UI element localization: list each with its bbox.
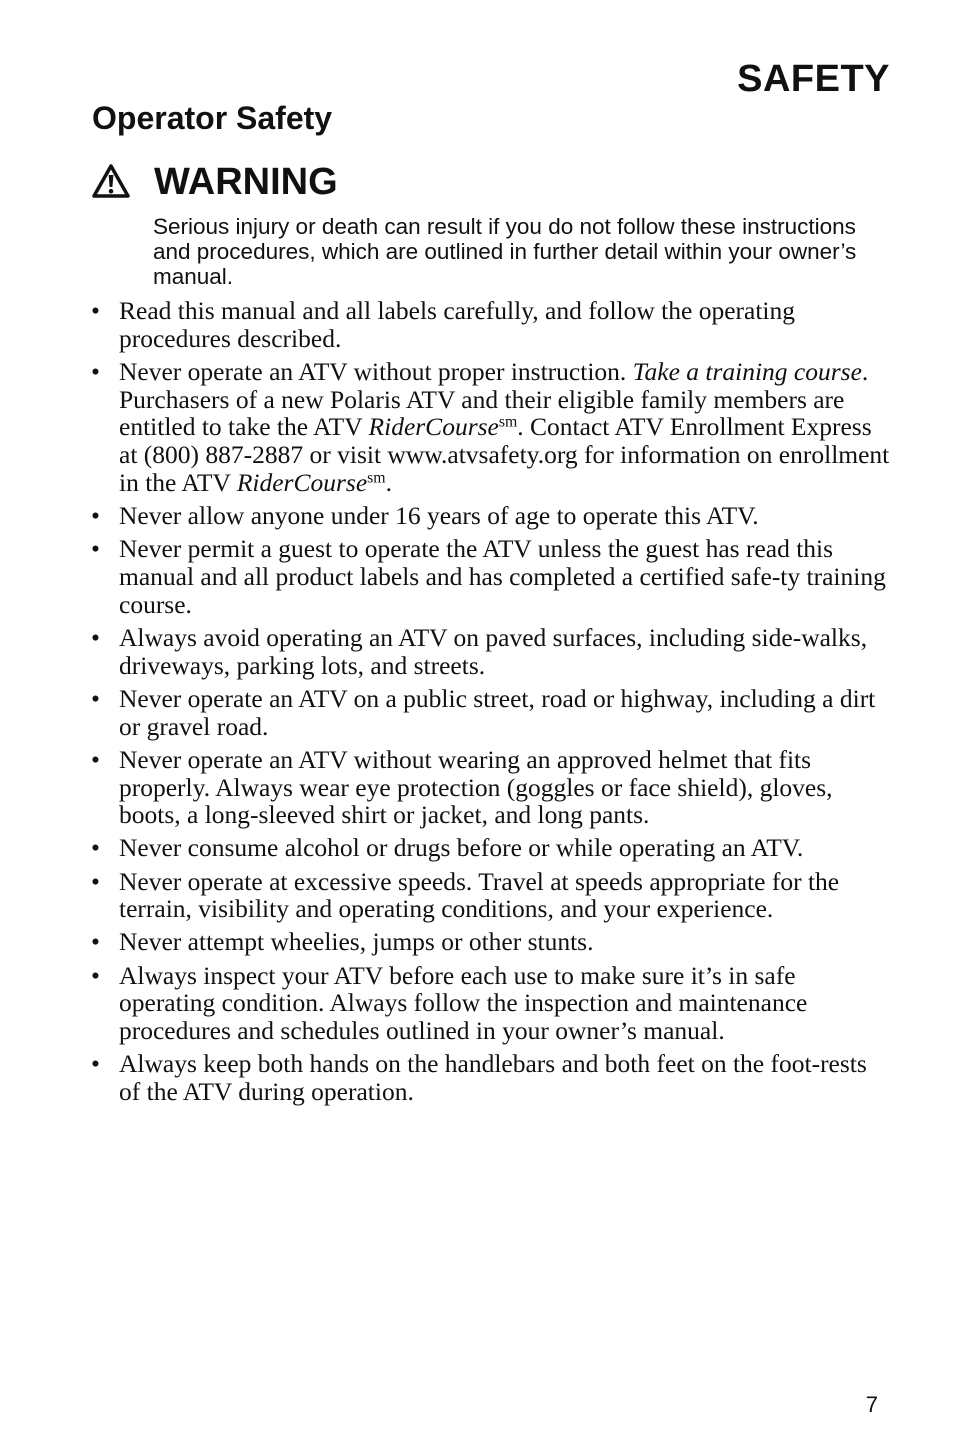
section-header: SAFETY <box>737 58 890 100</box>
service-mark: sm <box>367 469 386 487</box>
list-item: • Never operate an ATV without wearing an approved helmet that fits properly. Always wear eye protection (goggles or face shield), gloves, boots, a long-sleeved shirt or jacket, and long pants. <box>91 744 833 830</box>
list-item: • Always keep both hands on the handlebars and both feet on the foot-rests of the ATV during operation. <box>91 1049 867 1106</box>
list-item: • Never consume alcohol or drugs before or while operating an ATV. <box>91 833 804 863</box>
list-item: • Always inspect your ATV before each use to make sure it’s in safe operating condition. Always follow the inspection and maintenance procedures and schedules outlined in your owner’s manual. <box>91 960 808 1046</box>
bullet-icon: • <box>91 927 100 957</box>
bullet-icon: • <box>91 960 100 990</box>
list-item: • Never attempt wheelies, jumps or other stunts. <box>91 927 594 957</box>
warning-text: Serious injury or death can result if you do not follow these instructions and procedures, which are outlined in further detail within your owner’s manual. <box>153 214 857 289</box>
warning-triangle-icon <box>92 162 154 203</box>
list-item: • Always avoid operating an ATV on paved surfaces, including side-walks, driveways, parking lots, and streets. <box>91 622 868 680</box>
bullet-icon: • <box>91 866 100 896</box>
ridercourse-name: RiderCourse <box>236 468 368 498</box>
bullet-icon: • <box>91 296 100 325</box>
bullet-icon: • <box>91 683 100 713</box>
list-item: • Never allow anyone under 16 years of age to operate this ATV. <box>91 501 759 531</box>
bullet-icon: • <box>91 833 100 863</box>
bullet-icon: • <box>91 534 100 564</box>
bullet-icon: • <box>91 501 100 531</box>
bullet-icon: • <box>91 356 100 386</box>
bullet-icon: • <box>91 622 100 652</box>
ridercourse-name: RiderCourse <box>368 412 499 442</box>
warning-title <box>92 160 338 204</box>
warning-label: WARNING <box>154 161 338 203</box>
list-item: • Never permit a guest to operate the ATV unless the guest has read this manual and all product labels and has completed a certified safe-ty training course. <box>91 534 886 619</box>
subheading: Operator Safety <box>92 100 333 136</box>
list-item: • Never operate an ATV on a public street, road or highway, including a dirt or gravel road. <box>91 683 876 741</box>
bullet-icon: • <box>91 1049 100 1079</box>
list-item: • Never operate at excessive speeds. Travel at speeds appropriate for the terrain, visibility and operating conditions, and your experience. <box>91 866 840 924</box>
page-number: 7 <box>865 1392 878 1417</box>
list-item: • Never operate an ATV without proper instruction. Take a training course. Purchasers of a new Polaris ATV and their eligible family members are entitled to take the ATV RiderCourse$^{sm}$. Contact ATV Enrollment Express at (800) 887-2887 or visit www.atvsafety.org for information on enrollment in the ATV RiderCourse$^{sm}$. <box>91 356 890 498</box>
training-course-emphasis: Take a training course <box>632 356 862 386</box>
service-mark: sm <box>498 413 518 431</box>
safety-rules-list <box>90 297 890 1111</box>
list-item: • Read this manual and all labels carefully, and follow the operating procedures described. <box>91 296 795 353</box>
bullet-icon: • <box>91 744 100 774</box>
